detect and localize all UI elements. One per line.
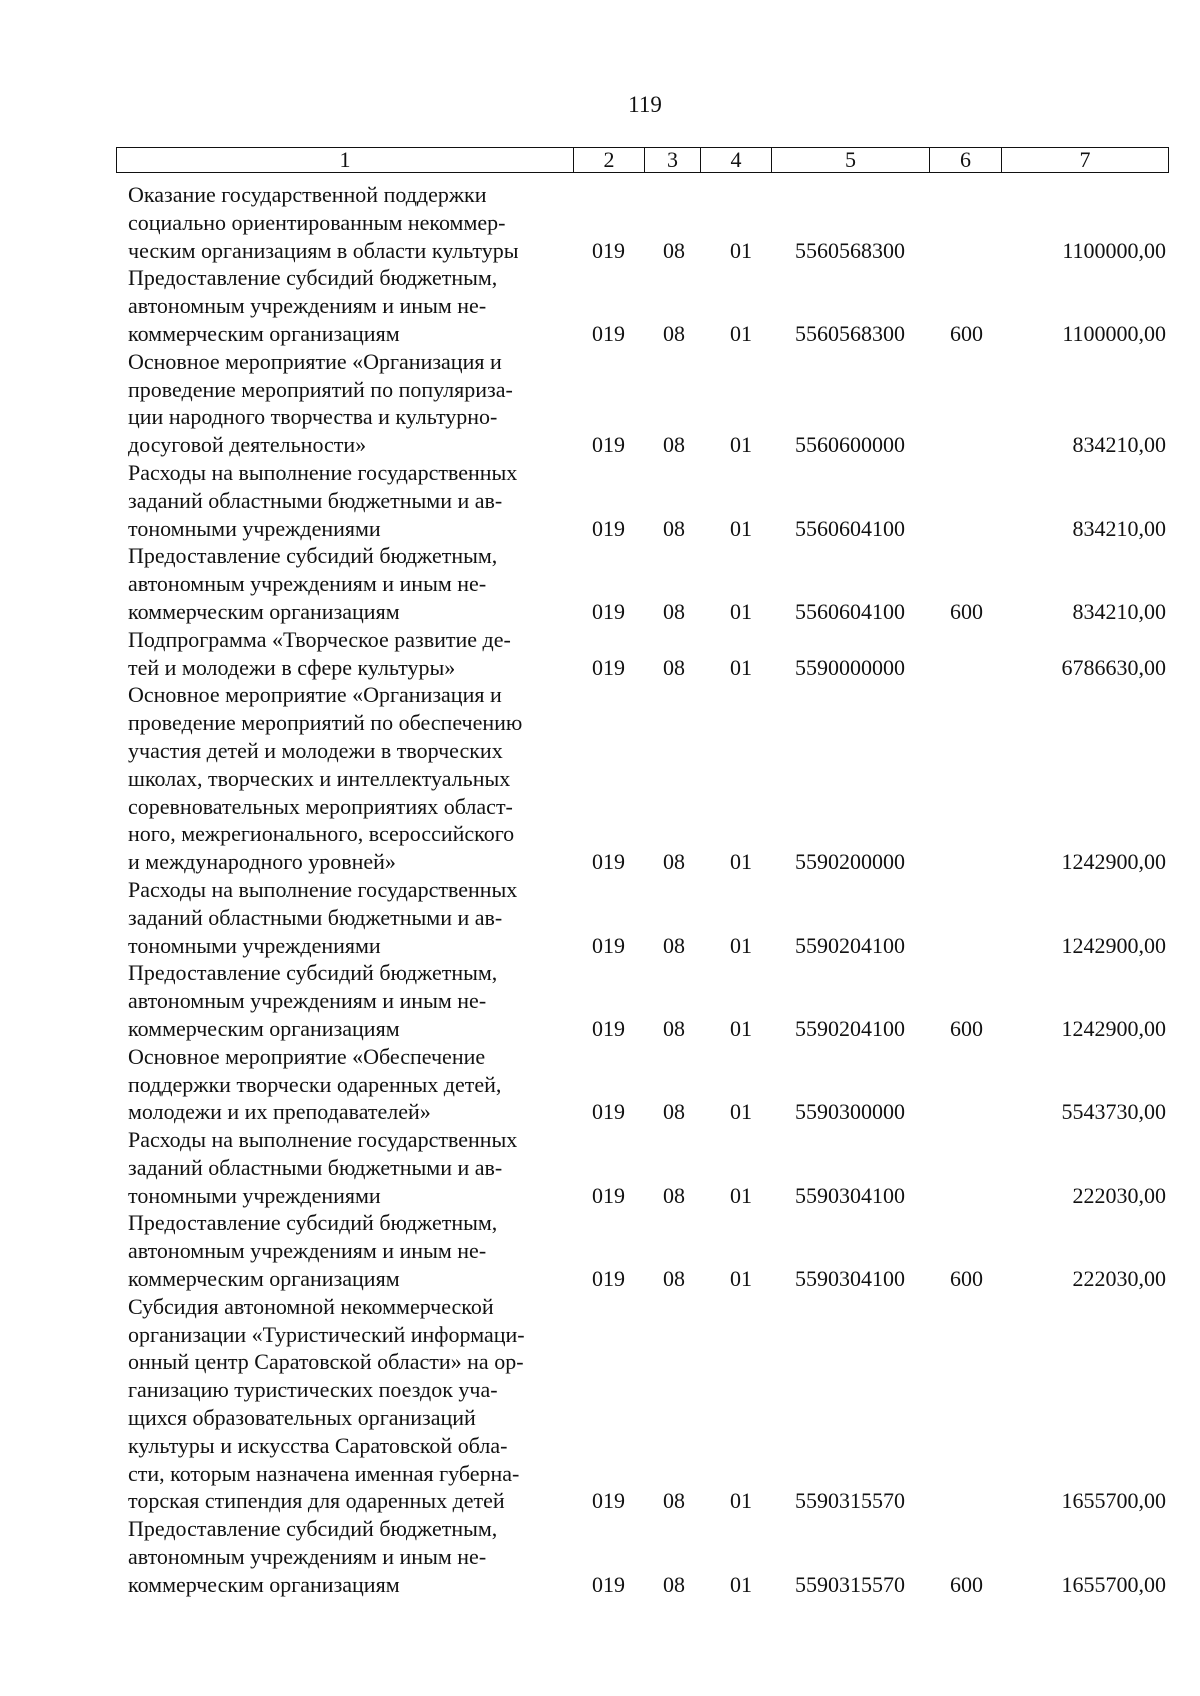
column-header-4: 4 [701, 148, 772, 173]
row-ministry-code: 019 [592, 932, 625, 958]
row-description: Подпрограмма «Творческое развитие де- тей и молодежи в сфере культуры» [128, 626, 511, 680]
row-description: Основное мероприятие «Обеспечение поддержки творчески одаренных детей, молодежи и их преподавателей» [128, 1043, 502, 1125]
row-subsection-code: 01 [730, 1488, 752, 1514]
column-header-row [117, 148, 1169, 173]
row-target-article: 5560568300 [795, 320, 905, 346]
table-row [0, 1043, 1200, 1126]
table-row [0, 459, 1200, 542]
row-subsection-code: 01 [730, 515, 752, 541]
row-subsection-code: 01 [730, 1099, 752, 1125]
row-subsection-code: 01 [730, 432, 752, 458]
column-header-5: 5 [772, 148, 930, 173]
row-target-article: 5590204100 [795, 932, 905, 958]
row-amount: 1100000,00 [1062, 320, 1166, 346]
table-row [0, 264, 1200, 347]
table-row [0, 1293, 1200, 1515]
row-description: Основное мероприятие «Организация и проведение мероприятий по обеспечению участия детей и молодежи в творческих школах, творческих и интеллектуальных соревновательных мероприятиях област- ного, межрегионального, всероссийского и международного уровней» [128, 682, 523, 875]
budget-table-body [0, 181, 1200, 1599]
column-header-6: 6 [930, 148, 1002, 173]
row-amount: 1242900,00 [1061, 849, 1166, 875]
row-subsection-code: 01 [730, 654, 752, 680]
table-row [0, 1209, 1200, 1292]
row-expense-type: 600 [950, 598, 983, 624]
row-amount: 834210,00 [1072, 432, 1166, 458]
row-description: Предоставление субсидий бюджетным, автономным учреждениям и иным не- коммерческим организациям [128, 265, 498, 346]
row-expense-type: 600 [950, 1015, 983, 1041]
row-target-article: 5590204100 [795, 1015, 905, 1041]
row-description: Предоставление субсидий бюджетным, автономным учреждениям и иным не- коммерческим организациям [128, 960, 498, 1041]
table-row [0, 959, 1200, 1042]
row-section-code: 08 [663, 515, 685, 541]
row-target-article: 5560600000 [795, 432, 905, 458]
row-description: Предоставление субсидий бюджетным, автономным учреждениям и иным не- коммерческим организациям [128, 1516, 498, 1597]
row-section-code: 08 [663, 1266, 685, 1292]
table-row [0, 542, 1200, 625]
row-section-code: 08 [663, 1099, 685, 1125]
row-subsection-code: 01 [730, 849, 752, 875]
column-header-1: 1 [117, 148, 574, 173]
row-description: Основное мероприятие «Организация и проведение мероприятий по популяриза- ции народного творчества и культурно- досуговой деятельности» [128, 348, 513, 458]
page-number: 119 [628, 92, 662, 117]
row-ministry-code: 019 [592, 654, 625, 680]
row-amount: 834210,00 [1072, 515, 1166, 541]
row-section-code: 08 [663, 432, 685, 458]
table-row [0, 181, 1200, 264]
row-subsection-code: 01 [730, 932, 752, 958]
row-amount: 222030,00 [1072, 1266, 1166, 1292]
row-section-code: 08 [663, 1015, 685, 1041]
row-ministry-code: 019 [592, 515, 625, 541]
row-ministry-code: 019 [592, 598, 625, 624]
row-subsection-code: 01 [730, 320, 752, 346]
row-section-code: 08 [663, 1571, 685, 1597]
row-subsection-code: 01 [730, 1015, 752, 1041]
row-expense-type: 600 [950, 1571, 983, 1597]
column-header-2: 2 [574, 148, 645, 173]
row-amount: 1242900,00 [1061, 932, 1166, 958]
row-ministry-code: 019 [592, 320, 625, 346]
row-description: Субсидия автономной некоммерческой организации «Туристический информаци- онный центр Саратовской области» на ор- ганизацию туристических поездок уча- щихся образовательных организаций культуры и искусства Саратовской обла- сти, которым назначена именная губерна- торская стипендия для одаренных детей [128, 1293, 525, 1514]
row-ministry-code: 019 [592, 1015, 625, 1041]
row-ministry-code: 019 [592, 1266, 625, 1292]
row-ministry-code: 019 [592, 432, 625, 458]
row-amount: 222030,00 [1072, 1182, 1166, 1208]
row-section-code: 08 [663, 320, 685, 346]
row-amount: 834210,00 [1072, 598, 1166, 624]
row-section-code: 08 [663, 237, 685, 263]
row-description: Предоставление субсидий бюджетным, автономным учреждениям и иным не- коммерческим организациям [128, 543, 498, 624]
row-target-article: 5590304100 [795, 1266, 905, 1292]
row-ministry-code: 019 [592, 1571, 625, 1597]
table-row [0, 1515, 1200, 1598]
row-description: Расходы на выполнение государственных заданий областными бюджетными и ав- тономными учреждениями [128, 1127, 518, 1208]
row-target-article: 5590000000 [795, 654, 905, 680]
table-row [0, 626, 1200, 682]
row-expense-type: 600 [950, 1266, 983, 1292]
row-target-article: 5590200000 [795, 849, 905, 875]
row-section-code: 08 [663, 1182, 685, 1208]
row-section-code: 08 [663, 849, 685, 875]
row-ministry-code: 019 [592, 1099, 625, 1125]
row-target-article: 5560604100 [795, 515, 905, 541]
row-section-code: 08 [663, 598, 685, 624]
row-amount: 1242900,00 [1061, 1015, 1166, 1041]
row-amount: 1655700,00 [1061, 1488, 1166, 1514]
column-header-3: 3 [645, 148, 701, 173]
row-ministry-code: 019 [592, 849, 625, 875]
row-amount: 1100000,00 [1062, 237, 1166, 263]
row-section-code: 08 [663, 654, 685, 680]
row-section-code: 08 [663, 1488, 685, 1514]
row-target-article: 5560568300 [795, 237, 905, 263]
row-target-article: 5560604100 [795, 598, 905, 624]
row-target-article: 5590315570 [795, 1571, 905, 1597]
table-row [0, 876, 1200, 959]
row-target-article: 5590300000 [795, 1099, 905, 1125]
row-ministry-code: 019 [592, 237, 625, 263]
row-description: Оказание государственной поддержки социально ориентированным некоммер- ческим организациям в области культуры [128, 182, 519, 263]
table-row [0, 348, 1200, 459]
row-subsection-code: 01 [730, 1182, 752, 1208]
column-header-7: 7 [1002, 148, 1169, 173]
row-description: Предоставление субсидий бюджетным, автономным учреждениям и иным не- коммерческим организациям [128, 1210, 498, 1292]
row-ministry-code: 019 [592, 1488, 625, 1514]
table-row [0, 1126, 1200, 1209]
table-row [0, 681, 1200, 876]
row-subsection-code: 01 [730, 1571, 752, 1597]
row-subsection-code: 01 [730, 598, 752, 624]
row-target-article: 5590304100 [795, 1182, 905, 1208]
row-subsection-code: 01 [730, 237, 752, 263]
column-header-table [116, 147, 1169, 173]
row-target-article: 5590315570 [795, 1488, 905, 1514]
row-expense-type: 600 [950, 320, 983, 346]
row-amount: 5543730,00 [1061, 1099, 1166, 1125]
row-section-code: 08 [663, 932, 685, 958]
row-description: Расходы на выполнение государственных заданий областными бюджетными и ав- тономными учреждениями [128, 876, 518, 958]
row-ministry-code: 019 [592, 1182, 625, 1208]
row-subsection-code: 01 [730, 1266, 752, 1292]
row-amount: 6786630,00 [1061, 654, 1166, 680]
row-description: Расходы на выполнение государственных заданий областными бюджетными и ав- тономными учреждениями [128, 459, 518, 541]
row-amount: 1655700,00 [1061, 1571, 1166, 1597]
